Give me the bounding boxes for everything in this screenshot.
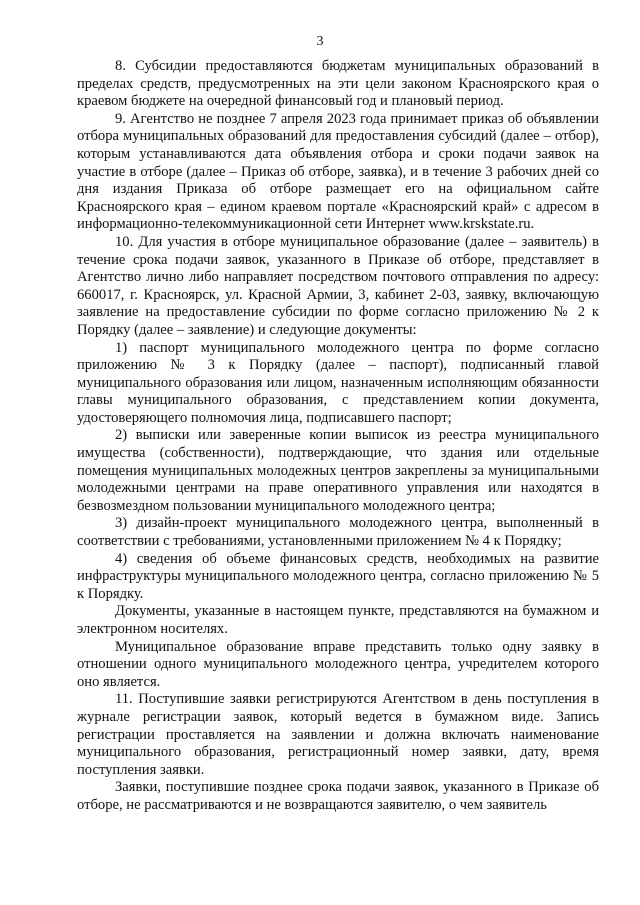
page-number: 3 — [316, 34, 324, 49]
paragraph-10: 10. Для участия в отборе муниципальное образование (далее – заявитель) в течение срока подачи заявок, указанного в Приказе об отборе, представляет в Агентство лично либо направляет посредством почтового отправления по адресу: 660017, г. Красноярск, ул. Красной Армии, 3, кабинет 2-03, заявку, включающую заявление на предоставление субсидии по форме согласно приложению № 2 к Порядку (далее – заявление) и следующие документы: — [77, 233, 599, 338]
paragraph-late-applications: Заявки, поступившие позднее срока подачи заявок, указанного в Приказе об отборе, не рассматриваются и не возвращаются заявителю, о чем заявитель — [77, 779, 599, 813]
document-body — [77, 58, 599, 815]
paragraph-11: 11. Поступившие заявки регистрируются Агентством в день поступления в журнале регистрации заявок, который ведется в бумажном виде. Запись регистрации проставляется на заявлении и должна включать наименование муниципального образования, регистрационный номер заявки, дату, время поступления заявки. — [77, 691, 599, 778]
paragraph-9: 9. Агентство не позднее 7 апреля 2023 года принимает приказ об объявлении отбора муниципальных образований для предоставления субсидий (далее – отбор), которым устанавливаются дата объявления отбора и сроки подачи заявок на участие в отборе (далее – Приказ об отборе, заявка), и в течение 3 рабочих дней со дня издания Приказа об отборе размещает его на официальном сайте Красноярского края – едином краевом портале «Красноярский край» с адресом в информационно-телекоммуникационной сети Интернет www.krskstate.ru. — [77, 110, 599, 233]
paragraph-10-item-1: 1) паспорт муниципального молодежного центра по форме согласно приложению № 3 к Порядку (далее – паспорт), подписанный главой муниципального образования или лицом, назначенным исполняющим обязанности главы муниципального образования, с представлением копии документа, удостоверяющего полномочия лица, подписавшего паспорт; — [77, 339, 599, 426]
paragraph-10-item-4: 4) сведения об объеме финансовых средств, необходимых на развитие инфраструктуры муниципального молодежного центра, согласно приложению № 5 к Порядку. — [77, 550, 599, 602]
paragraph-single-application: Муниципальное образование вправе представить только одну заявку в отношении одного муниципального молодежного центра, учредителем которого оно является. — [77, 638, 599, 690]
paragraph-10-item-2: 2) выписки или заверенные копии выписок из реестра муниципального имущества (собственности), подтверждающие, что здания или отдельные помещения муниципальных молодежных центров закреплены за муниципальными молодежными центрами на праве оперативного управления или находятся в безвозмездном пользовании муниципального молодежного центра; — [77, 427, 599, 514]
paragraph-documents-note: Документы, указанные в настоящем пункте, представляются на бумажном и электронном носителях. — [77, 603, 599, 637]
paragraph-10-item-3: 3) дизайн-проект муниципального молодежного центра, выполненный в соответствии с требованиями, установленными приложением № 4 к Порядку; — [77, 515, 599, 550]
paragraph-8: 8. Субсидии предоставляются бюджетам муниципальных образований в пределах средств, предусмотренных на эти цели законом Красноярского края о краевом бюджете на очередной финансовый год и плановый период. — [77, 58, 599, 110]
